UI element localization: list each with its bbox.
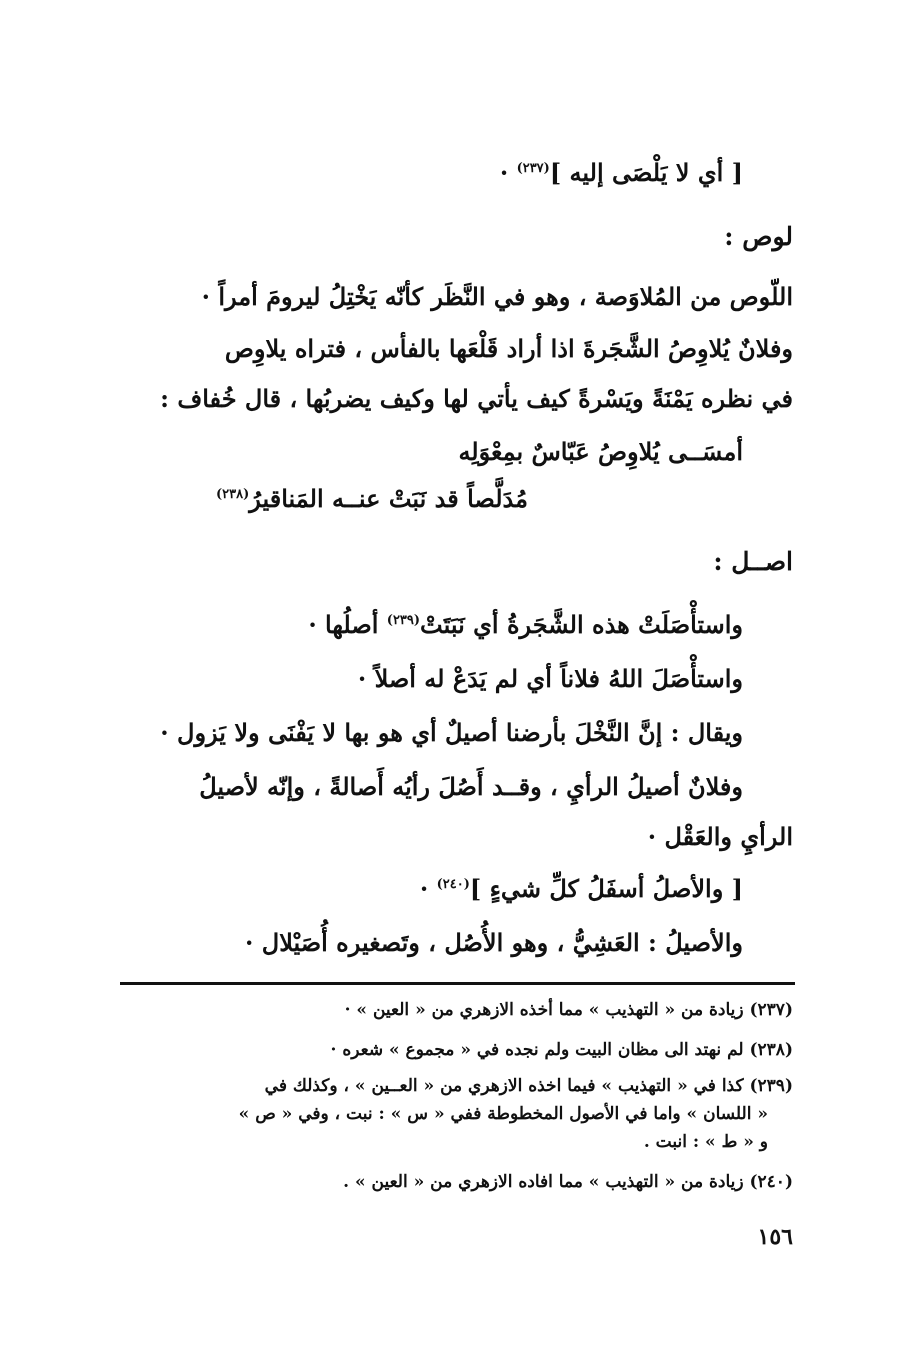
- body-line: وفلانٌ يُلاوِصُ الشَّجَرةَ اذا أراد قَلْعَها بالفأس ، فتراه يلاوِص: [224, 334, 793, 363]
- footnote-ref-238: (٢٣٨): [216, 487, 250, 502]
- footnote-separator: [120, 982, 795, 985]
- body-line: الرأيِ والعَقْل ·: [647, 822, 793, 851]
- line-text: أصلُها ·: [308, 610, 387, 639]
- body-line: وفلانٌ أصيلُ الرأيِ ، وقــد أَصُلَ رأيُه أَصالةً ، وإنّه لأصيلُ: [199, 772, 743, 801]
- entry-heading-asl: اصــل :: [713, 547, 793, 576]
- footnote-ref-240: (٢٤٠): [436, 877, 470, 892]
- footnote-238: (٢٣٨) لم نهتد الى مظان البيت ولم نجده في « مجموع » شعره ·: [330, 1040, 793, 1060]
- footnote-239-continued: و « ط » : انبت .: [643, 1132, 768, 1152]
- body-line: اللّوص من المُلاوَصة ، وهو في النَّظَر كأنّه يَخْتِلُ ليرومَ أمراً ·: [201, 282, 793, 311]
- line-text: [ أي لا يَلْصَى إليه ]: [549, 158, 743, 187]
- page-number: ١٥٦: [757, 1224, 793, 1250]
- line-text: واستأْصَلَتْ هذه الشَّجَرةُ أي نَبَتَتْ: [420, 610, 743, 639]
- footnote-240: (٢٤٠) زيادة من « التهذيب » مما افاده الازهري من « العين » .: [343, 1172, 793, 1192]
- footnote-239-continued: « اللسان » واما في الأصول المخطوطة ففي « س » : نبت ، وفي « ص »: [238, 1104, 768, 1124]
- verse-text: مُدَلَّصاً قد نَبَتْ عنــه المَناقيرُ: [249, 484, 528, 513]
- entry-heading-lws: لوص :: [724, 222, 793, 251]
- verse-second-hemistich: [216, 482, 528, 516]
- bracket-addition-line: [500, 156, 743, 190]
- footnote-ref-237: (٢٣٧): [516, 161, 550, 176]
- line-end: ·: [499, 158, 517, 187]
- body-line: واستأْصَلَ اللهُ فلاناً أي لم يَدَعْ له أصلاً ·: [357, 664, 743, 693]
- body-line: في نظره يَمْنَةً ويَسْرةً كيف يأتي لها وكيف يضربُها ، قال خُفاف :: [160, 384, 793, 413]
- footnote-237: (٢٣٧) زيادة من « التهذيب » مما أخذه الازهري من « العين » ·: [344, 1000, 793, 1020]
- body-line: ويقال : إنَّ النَّخْلَ بأرضنا أصيلٌ أي هو بها لا يَفْنَى ولا يَزول ·: [160, 718, 743, 747]
- footnote-239: (٢٣٩) كذا في « التهذيب » فيما اخذه الازهري من « العــين » ، وكذلك في: [264, 1076, 793, 1096]
- verse-first-hemistich: أمسَــى يُلاوِصُ عَبّاسٌ بمِعْوَلِه: [458, 437, 743, 466]
- footnote-ref-239: (٢٣٩): [386, 613, 421, 628]
- body-line: [308, 608, 743, 642]
- line-text: [ والأصلُ أسفَلُ كلِّ شيءٍ ]: [469, 874, 743, 903]
- body-line: والأصيلُ : العَشِيُّ ، وهو الأُصُل ، وتَصغيره أُصَيْلال ·: [245, 928, 743, 957]
- bracket-addition-line: [420, 872, 743, 906]
- line-end: ·: [419, 874, 437, 903]
